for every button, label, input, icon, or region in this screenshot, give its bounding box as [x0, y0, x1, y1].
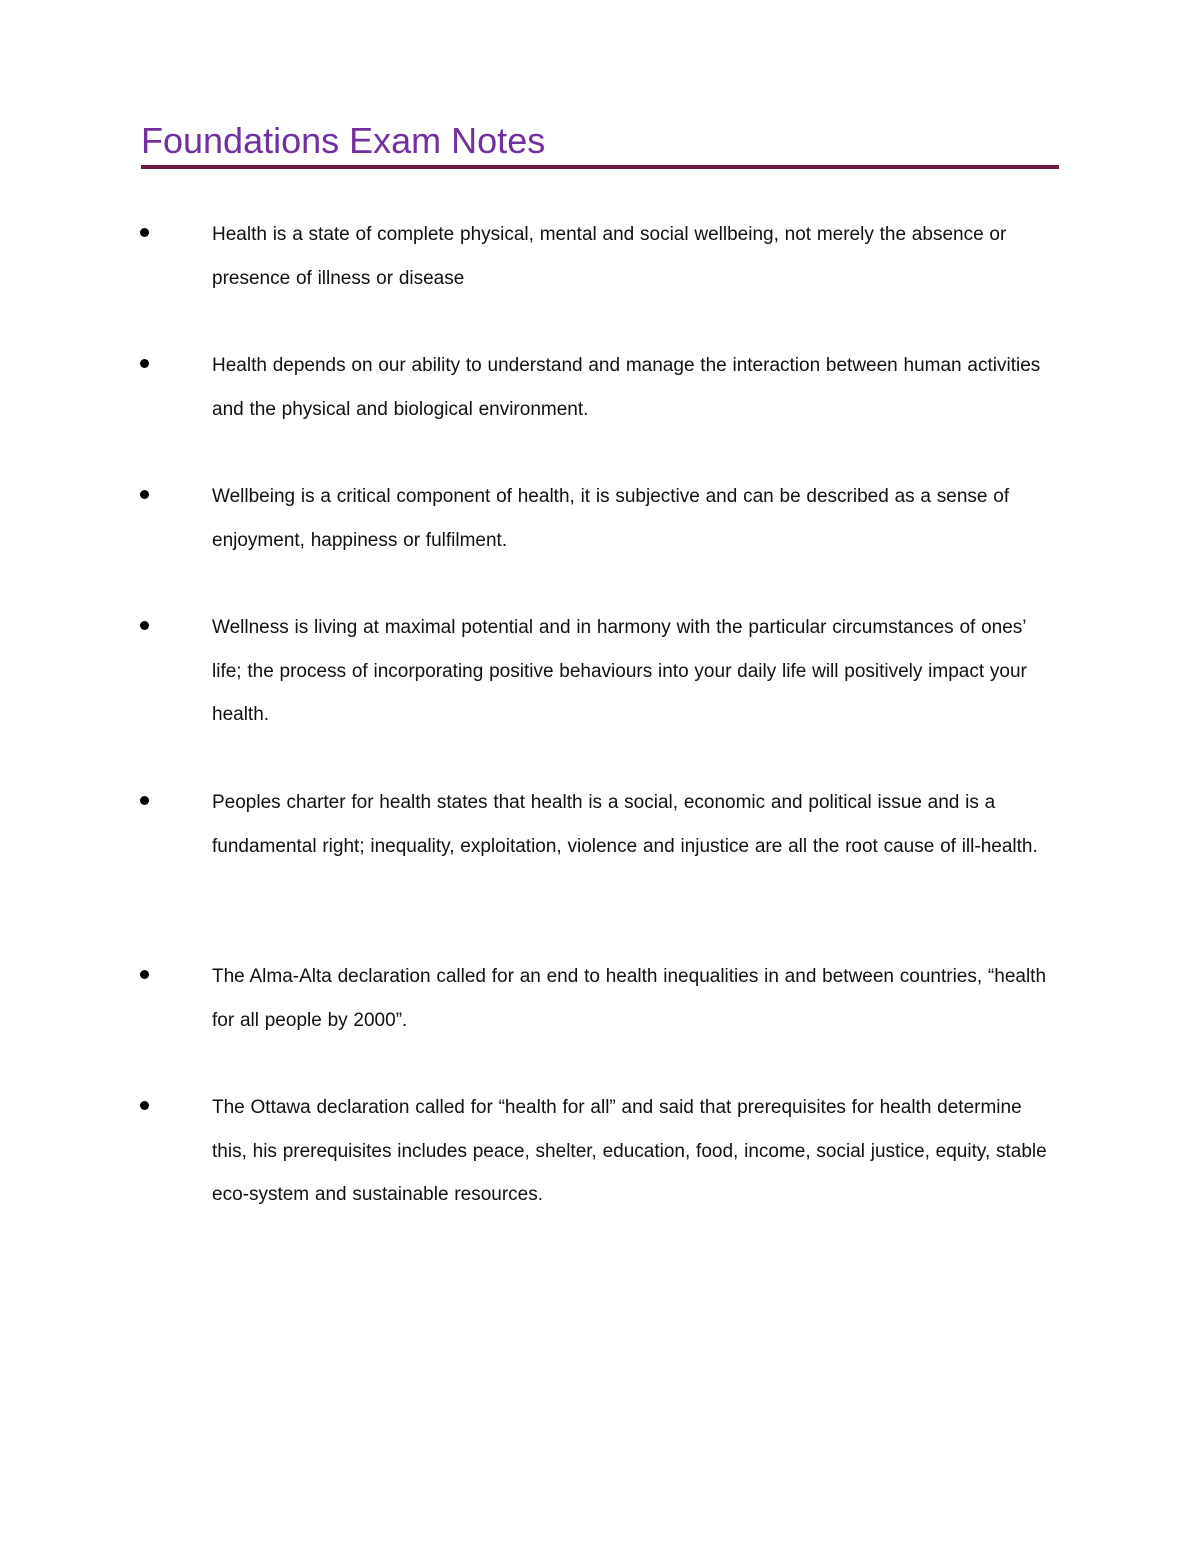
note-text: The Alma-Alta declaration called for an end to health inequalities in and between countries, “health for all people by 2000”.: [212, 966, 1047, 1031]
bullet-icon: [140, 970, 149, 979]
bullet-icon: [140, 359, 149, 368]
title-underline-rule: [141, 165, 1059, 169]
note-text: The Ottawa declaration called for “health for all” and said that prerequisites for health determine this, his prerequisites includes peace, shelter, education, food, income, social justice, equity, stable eco-system and sustainable resources.: [212, 1097, 1047, 1205]
page-title: Foundations Exam Notes: [141, 120, 546, 161]
note-text: Wellbeing is a critical component of health, it is subjective and can be described as a sense of enjoyment, happiness or fulfilment.: [212, 486, 1010, 551]
bullet-icon: [140, 1101, 149, 1110]
bullet-icon: [140, 621, 149, 630]
bullet-icon: [140, 796, 149, 805]
bullet-icon: [140, 490, 149, 499]
note-text: Peoples charter for health states that health is a social, economic and political issue and is a fundamental right; inequality, exploitation, violence and injustice are all the root cause of ill-health.: [212, 792, 1038, 857]
bullet-icon: [140, 228, 149, 237]
note-text: Wellness is living at maximal potential and in harmony with the particular circumstances of ones’ life; the process of incorporating positive behaviours into your daily life will positively impact your health.: [212, 617, 1027, 725]
note-text: Health depends on our ability to understand and manage the interaction between human activities and the physical and biological environment.: [212, 355, 1041, 420]
note-text: Health is a state of complete physical, mental and social wellbeing, not merely the absence or presence of illness or disease: [212, 224, 1007, 289]
